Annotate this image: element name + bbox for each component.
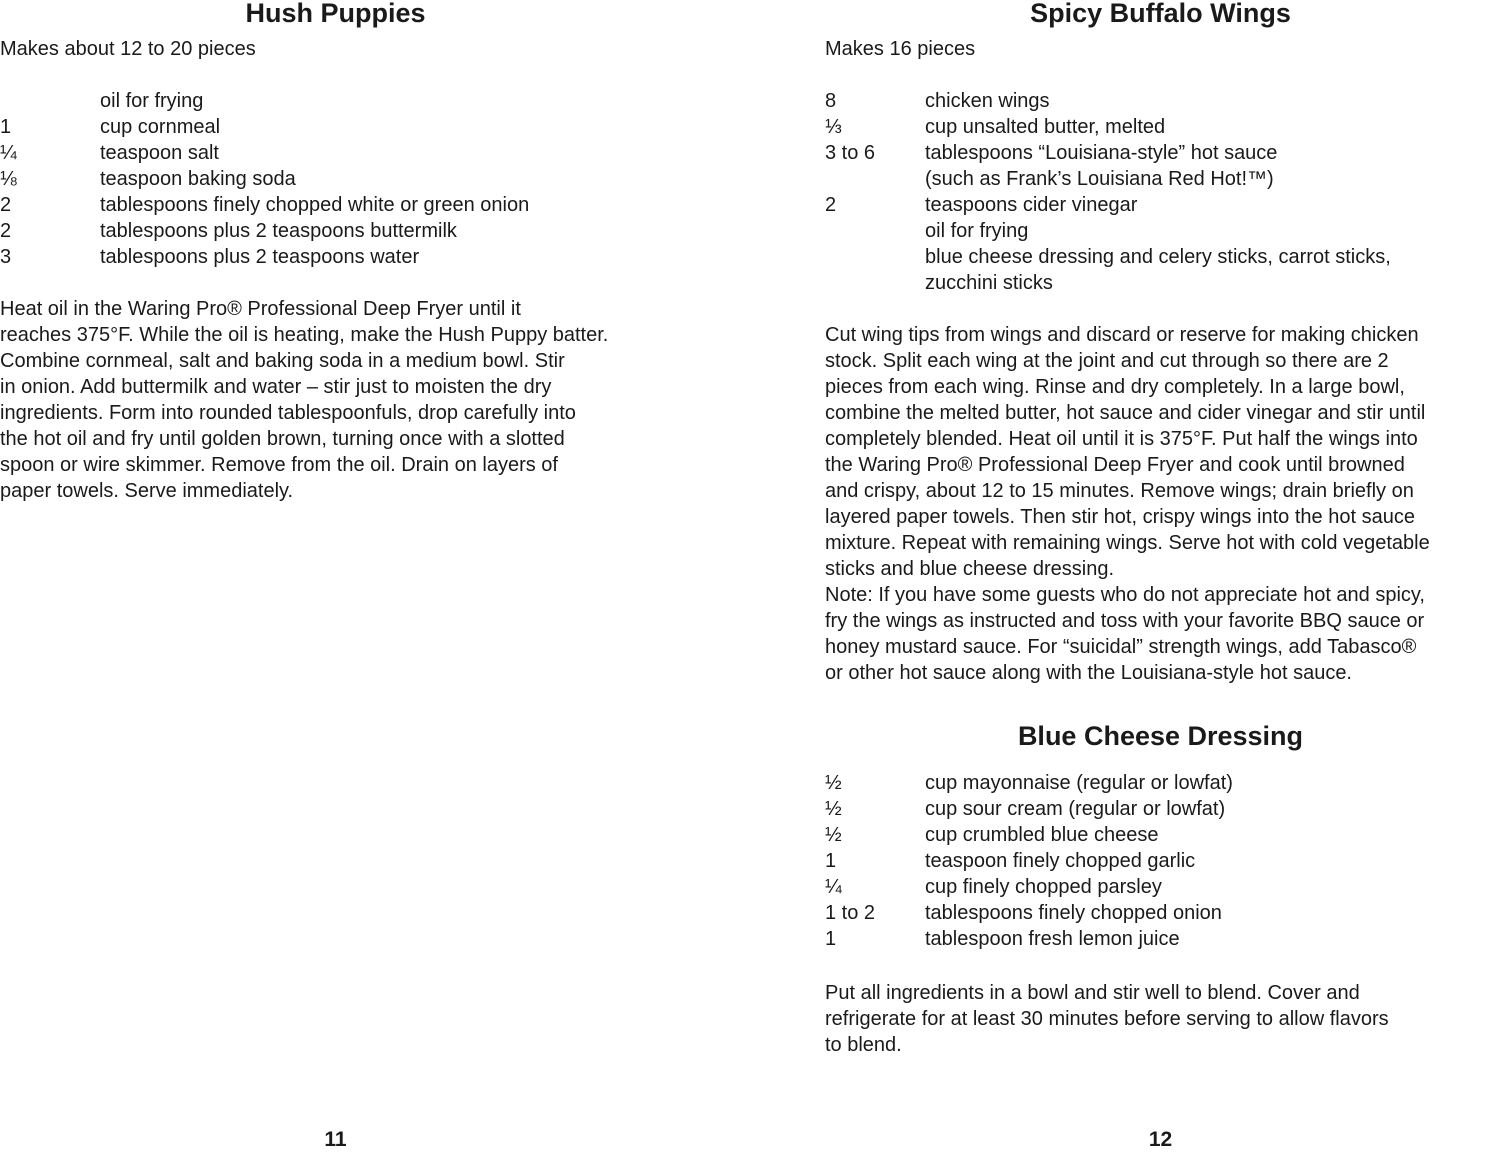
ingredient-quantity: 8 [825, 90, 837, 112]
ingredient-text: tablespoons plus 2 teaspoons water [100, 246, 420, 268]
ingredient-row [825, 848, 1496, 874]
text-line: completely blended. Heat oil until it is 375°F. Put half the wings into [825, 428, 1418, 450]
ingredient-text: cup finely chopped parsley [925, 876, 1162, 898]
ingredient-text: cup unsalted butter, melted [925, 116, 1166, 138]
ingredient-row [0, 192, 671, 218]
ingredient-row [825, 192, 1496, 218]
ingredient-text: cup crumbled blue cheese [925, 824, 1159, 846]
sub-recipe-title: Blue Cheese Dressing [1017, 721, 1304, 751]
text-line: the hot oil and fry until golden brown, turning once with a slotted [0, 428, 565, 450]
recipe-title: Spicy Buffalo Wings [1030, 0, 1291, 28]
ingredient-text: (such as Frank’s Louisiana Red Hot!™) [925, 168, 1274, 190]
text-line: to blend. [825, 1034, 902, 1056]
ingredient-row [825, 88, 1496, 114]
text-line: paper towels. Serve immediately. [0, 480, 294, 502]
ingredient-text: cup mayonnaise (regular or lowfat) [925, 772, 1233, 794]
ingredient-text: oil for frying [925, 220, 1029, 242]
ingredient-row [825, 926, 1496, 952]
ingredient-quantity: ½ [825, 772, 842, 794]
ingredient-quantity: 3 to 6 [825, 142, 876, 164]
text-line: sticks and blue cheese dressing. [825, 558, 1115, 580]
ingredient-text: oil for frying [100, 90, 204, 112]
ingredient-text: tablespoons finely chopped onion [925, 902, 1222, 924]
text-line: Combine cornmeal, salt and baking soda in a medium bowl. Stir [0, 350, 565, 372]
text-line: mixture. Repeat with remaining wings. Serve hot with cold vegetable [825, 532, 1430, 554]
ingredient-text: blue cheese dressing and celery sticks, carrot sticks, [925, 246, 1391, 268]
ingredient-quantity: 2 [0, 220, 12, 242]
ingredient-text: tablespoons finely chopped white or green onion [100, 194, 530, 216]
ingredient-row [825, 796, 1496, 822]
ingredient-quantity: 1 to 2 [825, 902, 876, 924]
ingredient-text: tablespoons “Louisiana-style” hot sauce [925, 142, 1278, 164]
text-line: stock. Split each wing at the joint and cut through so there are 2 [825, 350, 1389, 372]
ingredient-row [0, 244, 671, 270]
text-line: Cut wing tips from wings and discard or reserve for making chicken [825, 324, 1419, 346]
ingredient-text: teaspoon baking soda [100, 168, 296, 190]
ingredient-row [0, 140, 671, 166]
text-line: in onion. Add buttermilk and water – stir just to moisten the dry [0, 376, 552, 398]
ingredient-row [825, 218, 1496, 244]
ingredient-row [0, 114, 671, 140]
ingredient-text: teaspoon finely chopped garlic [925, 850, 1196, 872]
recipe-title: Hush Puppies [245, 0, 426, 28]
ingredient-quantity: 1 [825, 928, 837, 950]
text-line: ingredients. Form into rounded tablespoonfuls, drop carefully into [0, 402, 576, 424]
text-line: layered paper towels. Then stir hot, crispy wings into the hot sauce [825, 506, 1415, 528]
ingredient-quantity: 1 [0, 116, 12, 138]
ingredient-quantity: ¼ [0, 142, 17, 164]
ingredient-row [825, 140, 1496, 166]
ingredient-text: teaspoons cider vinegar [925, 194, 1138, 216]
ingredient-quantity: ½ [825, 824, 842, 846]
text-line: fry the wings as instructed and toss with your favorite BBQ sauce or [825, 610, 1425, 632]
ingredient-quantity: ½ [825, 798, 842, 820]
ingredient-quantity: ¼ [825, 876, 842, 898]
ingredient-quantity: 2 [825, 194, 837, 216]
text-line: spoon or wire skimmer. Remove from the oil. Drain on layers of [0, 454, 558, 476]
ingredient-row [825, 822, 1496, 848]
ingredient-row [825, 166, 1496, 192]
ingredient-quantity: 3 [0, 246, 12, 268]
ingredient-quantity: 1 [825, 850, 837, 872]
ingredient-quantity: ⅛ [0, 168, 17, 190]
text-line: or other hot sauce along with the Louisiana-style hot sauce. [825, 662, 1352, 684]
ingredient-row [0, 218, 671, 244]
text-line: pieces from each wing. Rinse and dry completely. In a large bowl, [825, 376, 1405, 398]
ingredient-row [0, 88, 671, 114]
ingredient-row [0, 166, 671, 192]
ingredient-quantity: ⅓ [825, 116, 842, 138]
ingredient-row [825, 114, 1496, 140]
recipe-yield: Makes about 12 to 20 pieces [0, 38, 256, 60]
ingredient-row [825, 244, 1496, 270]
page-number: 11 [324, 1128, 347, 1151]
text-line: refrigerate for at least 30 minutes before serving to allow flavors [825, 1008, 1389, 1030]
text-line: honey mustard sauce. For “suicidal” strength wings, add Tabasco® [825, 636, 1417, 658]
text-line: combine the melted butter, hot sauce and cider vinegar and stir until [825, 402, 1426, 424]
page-number: 12 [1148, 1128, 1173, 1151]
ingredient-text: tablespoons plus 2 teaspoons buttermilk [100, 220, 457, 242]
ingredient-text: teaspoon salt [100, 142, 219, 164]
ingredient-row [825, 270, 1496, 296]
ingredient-row [825, 874, 1496, 900]
text-line: Note: If you have some guests who do not appreciate hot and spicy, [825, 584, 1425, 606]
text-line: Put all ingredients in a bowl and stir well to blend. Cover and [825, 982, 1360, 1004]
ingredient-text: chicken wings [925, 90, 1050, 112]
ingredient-text: cup sour cream (regular or lowfat) [925, 798, 1226, 820]
ingredient-row [825, 900, 1496, 926]
ingredient-text: zucchini sticks [925, 272, 1053, 294]
recipe-yield: Makes 16 pieces [825, 38, 976, 60]
ingredient-text: cup cornmeal [100, 116, 221, 138]
ingredient-row [825, 770, 1496, 796]
ingredient-quantity: 2 [0, 194, 12, 216]
text-line: Heat oil in the Waring Pro® Professional Deep Fryer until it [0, 298, 521, 320]
ingredient-text: tablespoon fresh lemon juice [925, 928, 1180, 950]
text-line: reaches 375°F. While the oil is heating, make the Hush Puppy batter. [0, 324, 609, 346]
text-line: the Waring Pro® Professional Deep Fryer and cook until browned [825, 454, 1405, 476]
text-line: and crispy, about 12 to 15 minutes. Remove wings; drain briefly on [825, 480, 1414, 502]
